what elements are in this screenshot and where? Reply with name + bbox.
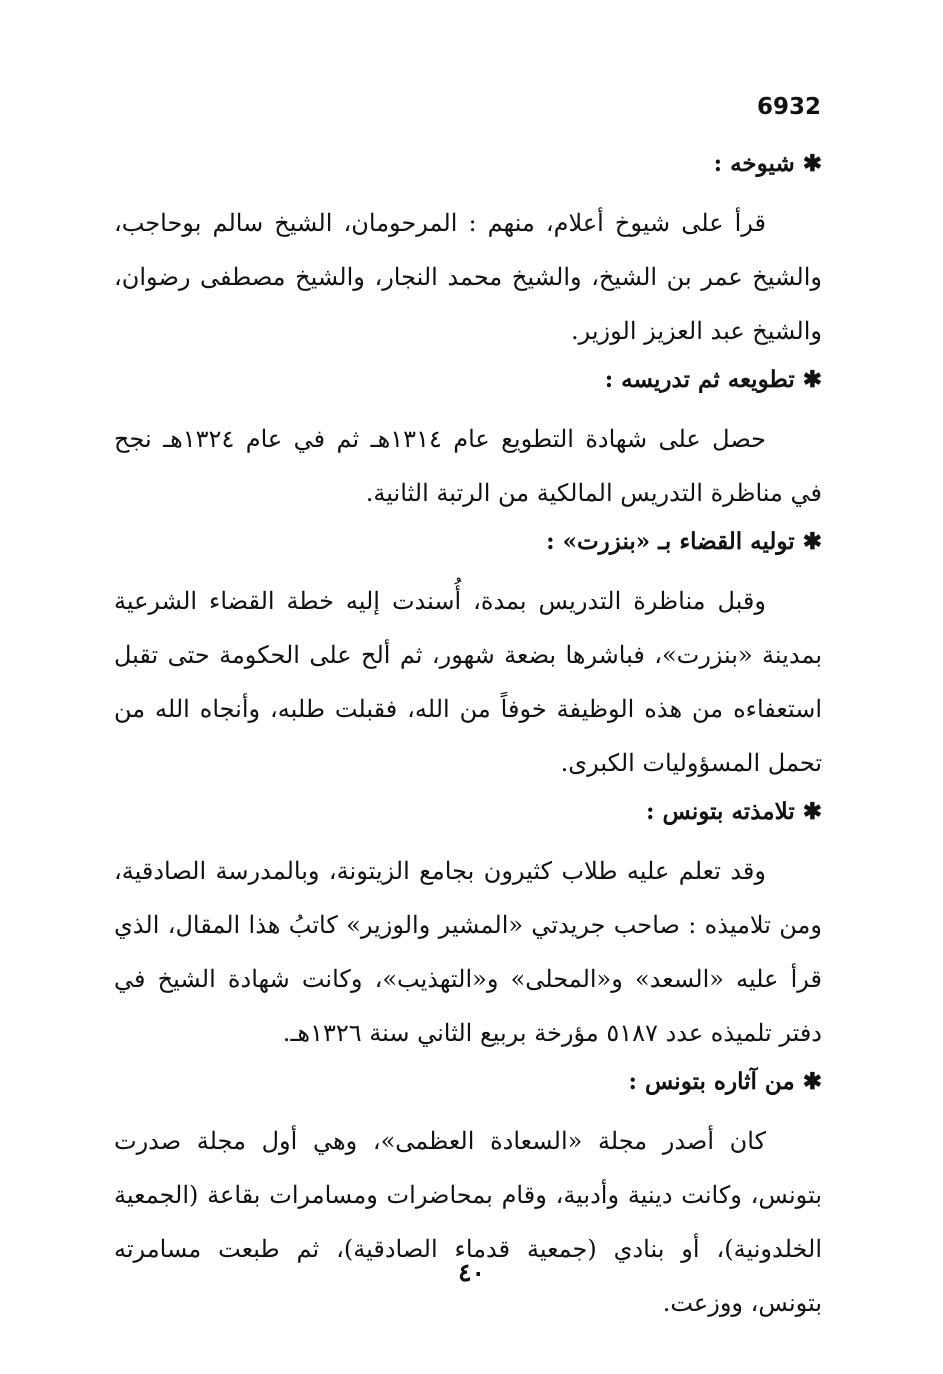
- section-heading: [114, 796, 822, 828]
- page-number-top: 6932: [756, 94, 821, 120]
- paragraph: كان أصدر مجلة «السعادة العظمى»، وهي أول مجلة صدرت بتونس، وكانت دينية وأدبية، وقام بمحاضرات ومسامرات بقاعة (الجمعية الخلدونية)، أو بنادي (جمعية قدماء الصادقية)، ثم طبعت مسامرته بتونس، ووزعت.: [114, 1127, 822, 1317]
- section-heading-text: من آثاره بتونس :: [628, 1068, 795, 1095]
- section-heading: [114, 1066, 822, 1098]
- paragraph: قرأ على شيوخ أعلام، منهم : المرحومان، الشيخ سالم بوحاجب، والشيخ عمر بن الشيخ، والشيخ محمد النجار، والشيخ مصطفى رضوان، والشيخ عبد العزيز الوزير.: [114, 209, 822, 345]
- section-heading: [114, 526, 822, 558]
- section-heading-text: توليه القضاء بـ «بنزرت» :: [546, 528, 795, 555]
- section-qada: [114, 526, 822, 790]
- bullet-star-icon: ✱: [802, 798, 822, 825]
- paragraph: وقبل مناظرة التدريس بمدة، أُسندت إليه خطة القضاء الشرعية بمدينة «بنزرت»، فباشرها بضعة شهور، ثم ألح على الحكومة حتى تقبل استعفاءه من هذه الوظيفة خوفاً من الله، فقبلت طلبه، وأنجاه الله من تحمل المسؤوليات الكبرى.: [114, 587, 822, 777]
- bullet-star-icon: ✱: [802, 528, 822, 555]
- section-heading-text: شيوخه :: [713, 150, 795, 177]
- section-heading-text: تطويعه ثم تدريسه :: [604, 366, 795, 393]
- section-athar: [114, 1066, 822, 1330]
- section-heading: [114, 148, 822, 180]
- document-body: [114, 148, 822, 1336]
- paragraph: وقد تعلم عليه طلاب كثيرون بجامع الزيتونة، وبالمدرسة الصادقية، ومن تلاميذه : صاحب جريدتي «المشير والوزير» كاتبُ هذا المقال، الذي قرأ عليه «السعد» و«المحلى» و«التهذيب»، وكانت شهادة الشيخ في دفتر تلميذه عدد ٥١٨٧ مؤرخة بربيع الثاني سنة ١٣٢٦هـ.: [114, 857, 822, 1047]
- page-number-bottom: ٤٠: [458, 1258, 485, 1287]
- bullet-star-icon: ✱: [802, 150, 822, 177]
- bullet-star-icon: ✱: [802, 366, 822, 393]
- section-talamidh: [114, 796, 822, 1060]
- section-shuyukh: [114, 148, 822, 358]
- section-heading-text: تلامذته بتونس :: [646, 798, 795, 825]
- paragraph: حصل على شهادة التطويع عام ١٣١٤هـ ثم في عام ١٣٢٤هـ نجح في مناظرة التدريس المالكية من الرتبة الثانية.: [114, 425, 822, 507]
- bullet-star-icon: ✱: [802, 1068, 822, 1095]
- section-heading: [114, 364, 822, 396]
- section-tatwi: [114, 364, 822, 520]
